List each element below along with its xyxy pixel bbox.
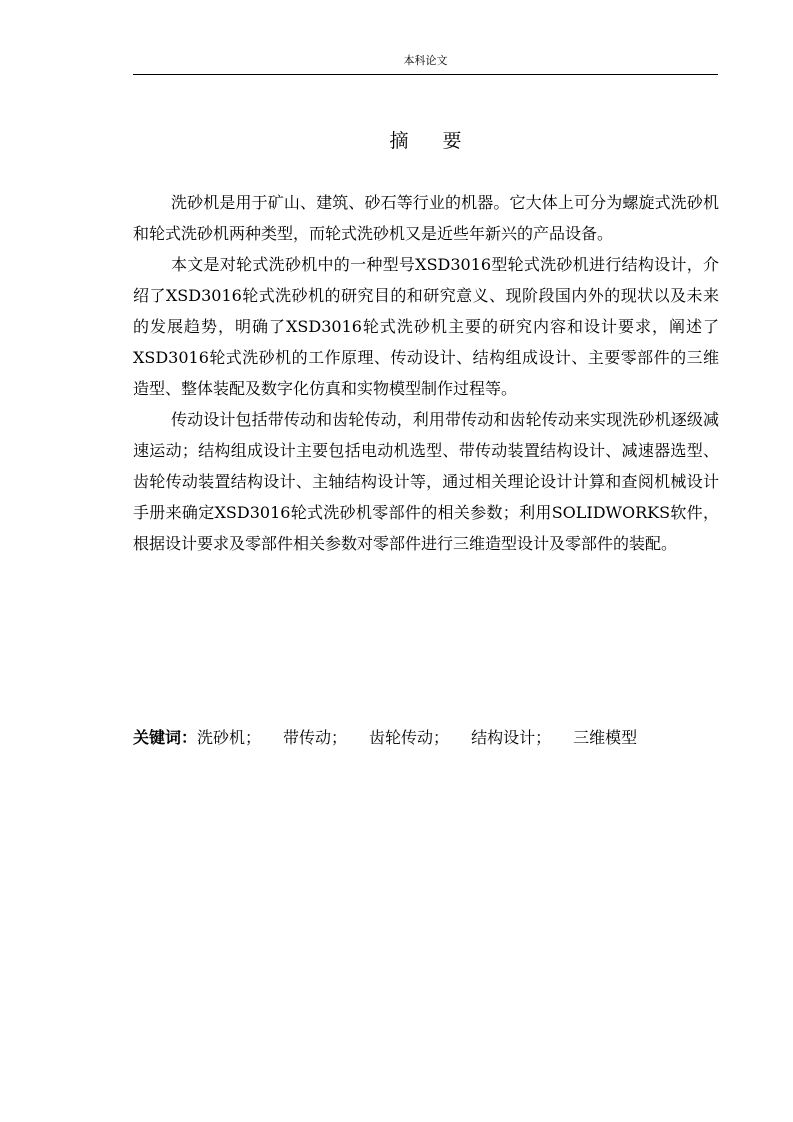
keywords-line: [133, 722, 719, 753]
keyword-item: 带传动；: [283, 728, 348, 747]
abstract-title: [133, 128, 718, 154]
abstract-paragraph: 本文是对轮式洗砂机中的一种型号XSD3016型轮式洗砂机进行结构设计，介绍了XSD3016轮式洗砂机的研究目的和研究意义、现阶段国内外的现状以及未来的发展趋势，明确了XSD3016轮式洗砂机主要的研究内容和设计要求，阐述了XSD3016轮式洗砂机的工作原理、传动设计、结构组成设计、主要零部件的三维造型、整体装配及数字化仿真和实物模型制作过程等。: [133, 255, 719, 398]
keyword-item: 结构设计；: [471, 728, 552, 747]
abstract-paragraph: 传动设计包括带传动和齿轮传动，利用带传动和齿轮传动来实现洗砂机逐级减速运动；结构组成设计主要包括电动机选型、带传动装置结构设计、减速器选型、齿轮传动装置结构设计、主轴结构设计等，通过相关理论设计计算和查阅机械设计手册来确定XSD3016轮式洗砂机零部件的相关参数；利用SOLIDWORKS软件，根据设计要求及零部件相关参数对零部件进行三维造型设计及零部件的装配。: [133, 410, 719, 553]
header-text: 本科论文: [403, 54, 448, 67]
abstract-paragraph: 洗砂机是用于矿山、建筑、砂石等行业的机器。它大体上可分为螺旋式洗砂机和轮式洗砂机两种类型，而轮式洗砂机又是近些年新兴的产品设备。: [133, 193, 719, 243]
abstract-title-part1: 摘: [389, 130, 409, 152]
keyword-item: 齿轮传动；: [369, 728, 450, 747]
keyword-item: 洗砂机；: [197, 728, 262, 747]
keyword-item: 三维模型: [573, 728, 638, 747]
keywords-label: 关键词：: [133, 728, 198, 747]
page-header: [133, 54, 718, 75]
abstract-title-part2: 要: [442, 130, 462, 152]
abstract-body: [133, 187, 719, 559]
